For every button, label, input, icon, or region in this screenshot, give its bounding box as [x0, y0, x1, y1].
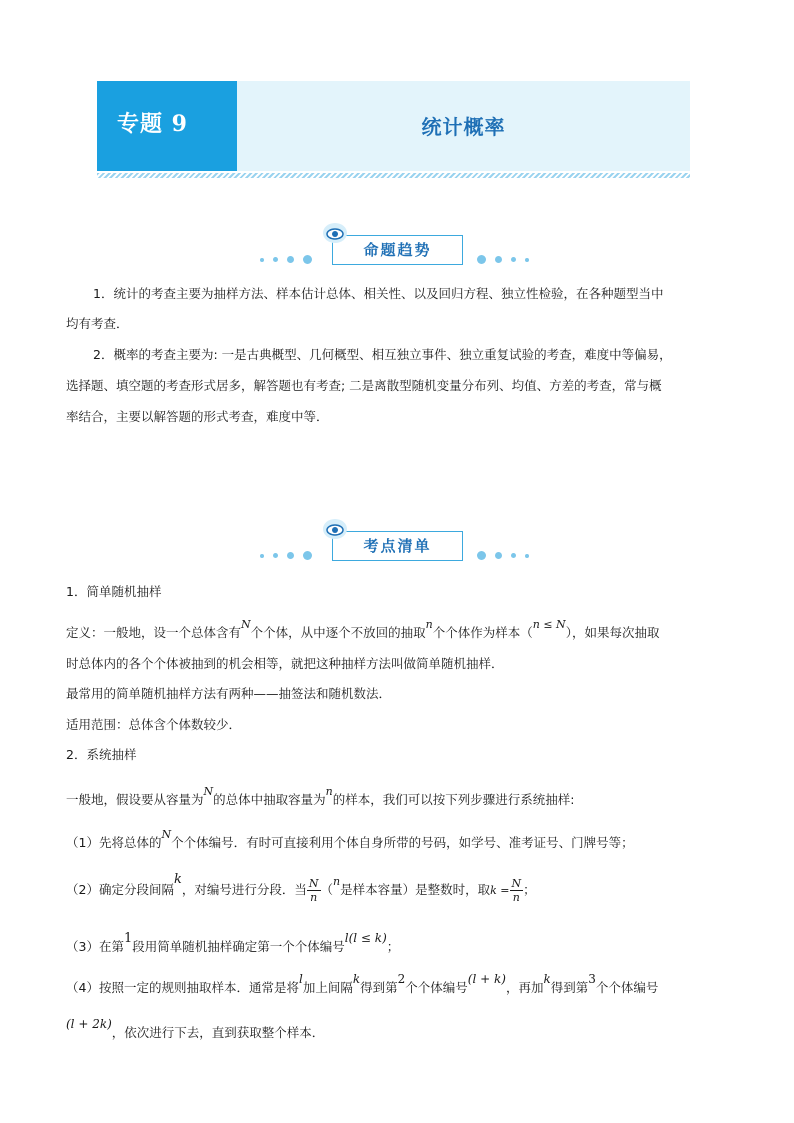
decor-dot [303, 255, 312, 264]
math-k: k [543, 972, 551, 986]
math-l-plus-2k: (l + 2k) [66, 1017, 112, 1031]
text: 段用简单随机抽样确定第一个个体编号 [132, 939, 345, 954]
decor-dot [287, 552, 294, 559]
fraction-denominator: n [512, 891, 520, 904]
step-4-line-1 [66, 972, 659, 997]
text: 的总体中抽取容量为 [213, 792, 326, 807]
fraction-numerator: N [511, 877, 522, 890]
section-title-box [332, 531, 463, 561]
decor-dot [495, 256, 502, 263]
math-3: 3 [588, 972, 596, 986]
decor-dot [525, 258, 529, 262]
decor-dot [511, 553, 516, 558]
topic-label-block [97, 81, 237, 171]
eye-icon [322, 518, 348, 540]
text: ； [523, 882, 536, 897]
eye-icon [322, 222, 348, 244]
topic-label: 专题 9 [117, 111, 188, 137]
scope-line: 适用范围：总体含个体数较少． [66, 717, 242, 732]
section-badge-trend [255, 222, 545, 274]
fraction-N-over-n [307, 877, 321, 904]
text: ），如果每次抽取 [565, 625, 660, 640]
decor-dot [525, 554, 529, 558]
decor-dot [477, 551, 486, 560]
text: 定义：一般地，设一个总体含有 [66, 625, 242, 640]
text: （3）在第 [66, 939, 124, 954]
math-l: l [298, 972, 303, 986]
trend-paragraph-2-line-2: 选择题、填空题的考查形式居多，解答题也有考查; 二是离散型随机变量分布列、均值、方差的考查，常与概 [66, 378, 662, 393]
text: （ [320, 882, 334, 897]
decor-dot [495, 552, 502, 559]
fraction-numerator: N [308, 877, 319, 890]
section-badge-points [255, 518, 545, 570]
trend-paragraph-1-line-1: 1．统计的考查主要为抽样方法、样本估计总体、相关性、以及回归方程、独立性检验，在各种题型当中 [93, 286, 664, 301]
math-N: N [161, 828, 172, 841]
text: 个个体编号 [405, 980, 468, 995]
math-N: N [241, 618, 251, 631]
math-l-le-k: l(l ≤ k) [344, 931, 387, 945]
page-title: 统计概率 [421, 115, 506, 139]
text: 个个体作为样本（ [432, 625, 533, 640]
math-1: 1 [123, 931, 133, 946]
text: （1）先将总体的 [66, 835, 162, 850]
header-banner [97, 81, 690, 171]
text: 的样本，我们可以按下列步骤进行系统抽样: [332, 792, 575, 807]
text: ，再加 [505, 980, 544, 995]
math-k: k [173, 872, 182, 887]
text: 个个体编号 [595, 980, 659, 995]
text: ； [386, 939, 400, 954]
text: 个个体，从中逐个不放回的抽取 [250, 625, 426, 640]
decor-dot [287, 256, 294, 263]
decor-dot [477, 255, 486, 264]
math-n: n [325, 785, 333, 798]
step-4-line-2 [66, 1017, 325, 1042]
trend-paragraph-1-line-2: 均有考查． [66, 316, 129, 331]
definition-line-2: 时总体内的各个个体被抽到的机会相等，就把这种抽样方法叫做简单随机抽样． [66, 656, 504, 671]
math-k-equals: k = [490, 884, 510, 897]
decor-dot [260, 554, 264, 558]
step-1-line [66, 828, 634, 853]
text: （2）确定分段间隔 [66, 882, 174, 897]
section-title: 考点清单 [363, 537, 432, 555]
text: （4）按照一定的规则抽取样本．通常是将 [66, 980, 299, 995]
systematic-intro-line [66, 785, 575, 810]
math-n: n [425, 618, 433, 631]
text: 得到第 [550, 980, 589, 995]
text: 得到第 [360, 980, 398, 995]
math-condition: n ≤ N [532, 618, 566, 631]
text: ，对编号进行分段．当 [181, 882, 307, 897]
decor-dot [260, 258, 264, 262]
math-l-plus-k: (l + k) [467, 972, 506, 986]
trend-paragraph-2-line-3: 率结合，主要以解答题的形式考查，难度中等． [66, 409, 329, 424]
fraction-denominator: n [310, 891, 318, 904]
decor-dot [303, 551, 312, 560]
math-n: n [333, 875, 341, 888]
decor-dot [273, 257, 278, 262]
decor-dot [273, 553, 278, 558]
text: 一般地，假设要从容量为 [66, 792, 204, 807]
header-divider [97, 173, 690, 178]
common-methods-line: 最常用的简单随机抽样方法有两种——抽签法和随机数法． [66, 686, 392, 701]
math-N: N [203, 785, 214, 798]
text: 是样本容量）是整数时，取 [340, 882, 491, 897]
step-3-line [66, 931, 400, 957]
text: 加上间隔 [302, 980, 353, 995]
step-2-line [66, 870, 536, 911]
heading-simple-random-sampling: 1．简单随机抽样 [66, 584, 162, 599]
fraction-N-over-n [510, 877, 524, 904]
text: 个个体编号．有时可直接利用个体自身所带的号码，如学号、准考证号、门牌号等； [171, 835, 634, 850]
section-title: 命题趋势 [363, 241, 432, 259]
trend-paragraph-2-line-1: 2．概率的考查主要为: 一是古典概型、几何概型、相互独立事件、独立重复试验的考查，难度中等偏易， [93, 347, 672, 362]
math-2: 2 [397, 972, 406, 986]
decor-dot [511, 257, 516, 262]
definition-line-1 [66, 618, 660, 643]
math-k: k [352, 972, 361, 986]
text: ，依次进行下去，直到获取整个样本． [111, 1025, 325, 1040]
section-title-box [332, 235, 463, 265]
heading-systematic-sampling: 2．系统抽样 [66, 747, 137, 762]
